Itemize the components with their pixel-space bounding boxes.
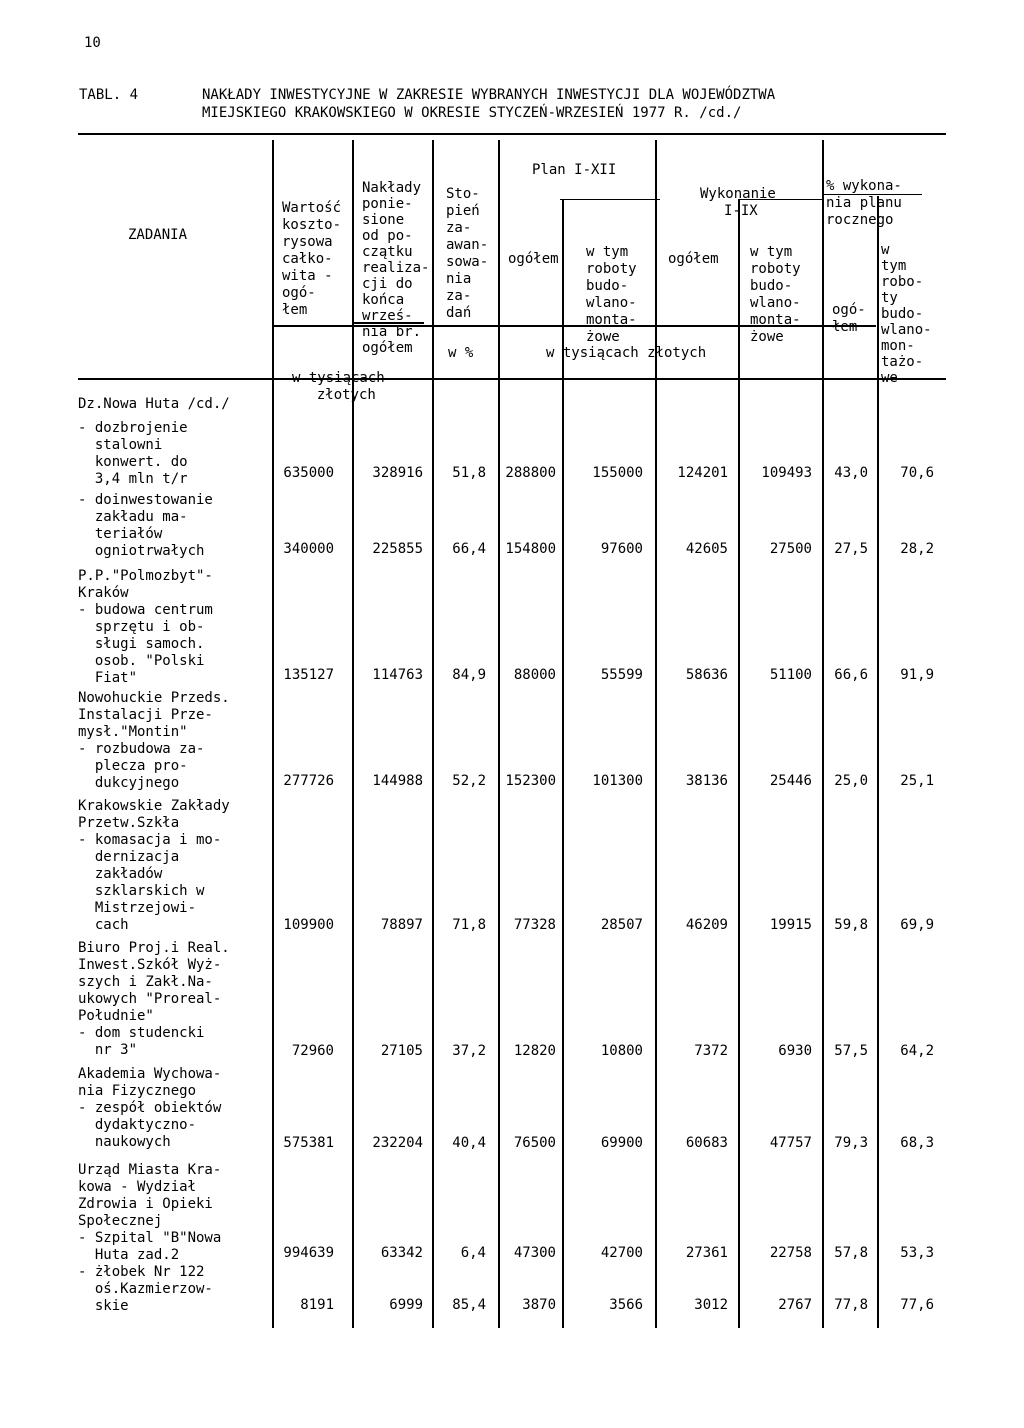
header-plan: Plan I-XII (532, 162, 617, 178)
row-label: Urząd Miasta Kra- kowa - Wydział Zdrowia i Opieki Społecznej - Szpital "B"Nowa Huta zad.2 (78, 1162, 222, 1263)
table-cell: 51,8 (452, 465, 486, 481)
row-label: P.P."Polmozbyt"- Kraków - budowa centrum sprzętu i ob- sługi samoch. osob. "Polski Fiat" (78, 568, 213, 686)
table-cell: 25,0 (834, 773, 868, 789)
table-cell: 40,4 (452, 1135, 486, 1151)
table-cell: 288800 (505, 465, 556, 481)
table-cell: 70,6 (900, 465, 934, 481)
table-cell: 47300 (513, 1245, 556, 1261)
plan-rule (560, 199, 660, 200)
table-cell: 69900 (600, 1135, 643, 1151)
header-proc-wtym: w tym robo- ty budo- wlano- mon- tażo- we (881, 242, 932, 386)
table-cell: 232204 (372, 1135, 423, 1151)
table-cell: 27500 (769, 541, 812, 557)
header-proc-ogolem: ogó- łem (832, 302, 866, 335)
table-cell: 6930 (778, 1043, 812, 1059)
table-cell: 575381 (283, 1135, 334, 1151)
table-cell: 3870 (522, 1297, 556, 1313)
table-cell: 7372 (694, 1043, 728, 1059)
table-cell: 69,9 (900, 917, 934, 933)
table-cell: 225855 (372, 541, 423, 557)
col-sep-5 (562, 200, 564, 1328)
table-cell: 37,2 (452, 1043, 486, 1059)
table-cell: 79,3 (834, 1135, 868, 1151)
table-cell: 27,5 (834, 541, 868, 557)
row-label: Krakowskie Zakłady Przetw.Szkła - komasacja i mo- dernizacja zakładów szklarskich w Mistrzejowi- cach (78, 798, 230, 933)
header-plan-wtym: w tym roboty budo- wlano- monta- żowe (586, 244, 637, 345)
header-wyk-wtym: w tym roboty budo- wlano- monta- żowe (750, 244, 801, 345)
header-unit-tys2: w tysiącach złotych (546, 345, 707, 361)
table-cell: 277726 (283, 773, 334, 789)
row-label: - dozbrojenie stalowni konwert. do 3,4 mln t/r (78, 420, 188, 487)
row-label: Dz.Nowa Huta /cd./ (78, 396, 230, 412)
table-cell: 63342 (380, 1245, 423, 1261)
table-cell: 60683 (685, 1135, 728, 1151)
table-cell: 109493 (761, 465, 812, 481)
table-cell: 144988 (372, 773, 423, 789)
row-label: Akademia Wychowa- nia Fizycznego - zespół obiektów dydaktyczno- naukowych (78, 1066, 222, 1150)
col-sep-9 (877, 196, 879, 1328)
table-cell: 27105 (380, 1043, 423, 1059)
table-cell: 340000 (283, 541, 334, 557)
table-title-line-1: NAKŁADY INWESTYCYJNE W ZAKRESIE WYBRANYCH INWESTYCJI DLA WOJEWÓDZTWA (202, 87, 776, 103)
table-cell: 28,2 (900, 541, 934, 557)
header-unit-proc: w % (448, 345, 474, 361)
table-cell: 109900 (283, 917, 334, 933)
table-cell: 77328 (513, 917, 556, 933)
table-cell: 994639 (283, 1245, 334, 1261)
header-stopien: Sto- pień za- awan- sowa- nia za- dań (446, 186, 489, 321)
table-cell: 91,9 (900, 667, 934, 683)
table-cell: 51100 (769, 667, 812, 683)
header-wykonanie: Wykonanie I-IX (700, 186, 776, 219)
table-title-line-2: MIEJSKIEGO KRAKOWSKIEGO W OKRESIE STYCZEŃ-WRZESIEŃ 1977 R. /cd./ (202, 105, 742, 121)
table-cell: 77,8 (834, 1297, 868, 1313)
table-cell: 12820 (513, 1043, 556, 1059)
table-cell: 38136 (685, 773, 728, 789)
table-cell: 3012 (694, 1297, 728, 1313)
row-label: - żłobek Nr 122 oś.Kazmierzow- skie (78, 1264, 213, 1314)
table-cell: 84,9 (452, 667, 486, 683)
table-cell: 46209 (685, 917, 728, 933)
table-cell: 25446 (769, 773, 812, 789)
table-cell: 635000 (283, 465, 334, 481)
table-cell: 19915 (769, 917, 812, 933)
table-cell: 42700 (600, 1245, 643, 1261)
table-cell: 2767 (778, 1297, 812, 1313)
table-cell: 57,5 (834, 1043, 868, 1059)
table-cell: 8191 (300, 1297, 334, 1313)
table-cell: 85,4 (452, 1297, 486, 1313)
table-cell: 10800 (600, 1043, 643, 1059)
header-bottom-rule (78, 378, 946, 380)
header-unit-tys: w tysiącach złotych (292, 370, 385, 403)
row-label: Biuro Proj.i Real. Inwest.Szkół Wyż- szych i Zakł.Na- ukowych "Proreal- Południe" - dom studencki nr 3" (78, 940, 230, 1058)
table-cell: 6,4 (460, 1245, 486, 1261)
table-cell: 64,2 (900, 1043, 934, 1059)
table-cell: 6999 (389, 1297, 423, 1313)
header-zadania: ZADANIA (128, 227, 188, 243)
table-cell: 57,8 (834, 1245, 868, 1261)
table-cell: 72960 (291, 1043, 334, 1059)
table-cell: 68,3 (900, 1135, 934, 1151)
table-cell: 77,6 (900, 1297, 934, 1313)
table-cell: 328916 (372, 465, 423, 481)
page-number: 10 (84, 35, 101, 51)
table-cell: 97600 (600, 541, 643, 557)
table-cell: 43,0 (834, 465, 868, 481)
table-cell: 59,8 (834, 917, 868, 933)
col-sep-7 (738, 200, 740, 1328)
table-cell: 78897 (380, 917, 423, 933)
table-cell: 22758 (769, 1245, 812, 1261)
table-cell: 114763 (372, 667, 423, 683)
table-cell: 66,6 (834, 667, 868, 683)
table-cell: 27361 (685, 1245, 728, 1261)
table-cell: 66,4 (452, 541, 486, 557)
header-wyk-ogolem: ogółem (668, 251, 719, 267)
row-label: Nowohuckie Przeds. Instalacji Prze- mysł."Montin" - rozbudowa za- plecza pro- dukcyjnego (78, 690, 230, 791)
table-cell: 101300 (592, 773, 643, 789)
table-cell: 53,3 (900, 1245, 934, 1261)
table-cell: 88000 (513, 667, 556, 683)
table-cell: 25,1 (900, 773, 934, 789)
header-naklady: Nakłady ponie- sione od po- czątku realiza- cji do końca wrześ- nia br. ogółem (362, 180, 430, 356)
table-cell: 155000 (592, 465, 643, 481)
table-cell: 154800 (505, 541, 556, 557)
table-cell: 55599 (600, 667, 643, 683)
header-procent: % wykona- nia planu rocznego (826, 178, 902, 228)
table-cell: 47757 (769, 1135, 812, 1151)
table-cell: 42605 (685, 541, 728, 557)
table-cell: 124201 (677, 465, 728, 481)
table-cell: 135127 (283, 667, 334, 683)
table-id: TABL. 4 (79, 87, 139, 103)
row-label: - doinwestowanie zakładu ma- teriałów ogniotrwałych (78, 492, 213, 559)
table-cell: 76500 (513, 1135, 556, 1151)
top-rule (78, 133, 946, 135)
table-cell: 71,8 (452, 917, 486, 933)
table-cell: 3566 (609, 1297, 643, 1313)
table-cell: 28507 (600, 917, 643, 933)
header-wartosc: Wartość koszto- rysowa całko- wita - ogó- łem (282, 200, 342, 318)
table-cell: 58636 (685, 667, 728, 683)
table-cell: 52,2 (452, 773, 486, 789)
header-plan-ogolem: ogółem (508, 251, 559, 267)
table-cell: 152300 (505, 773, 556, 789)
